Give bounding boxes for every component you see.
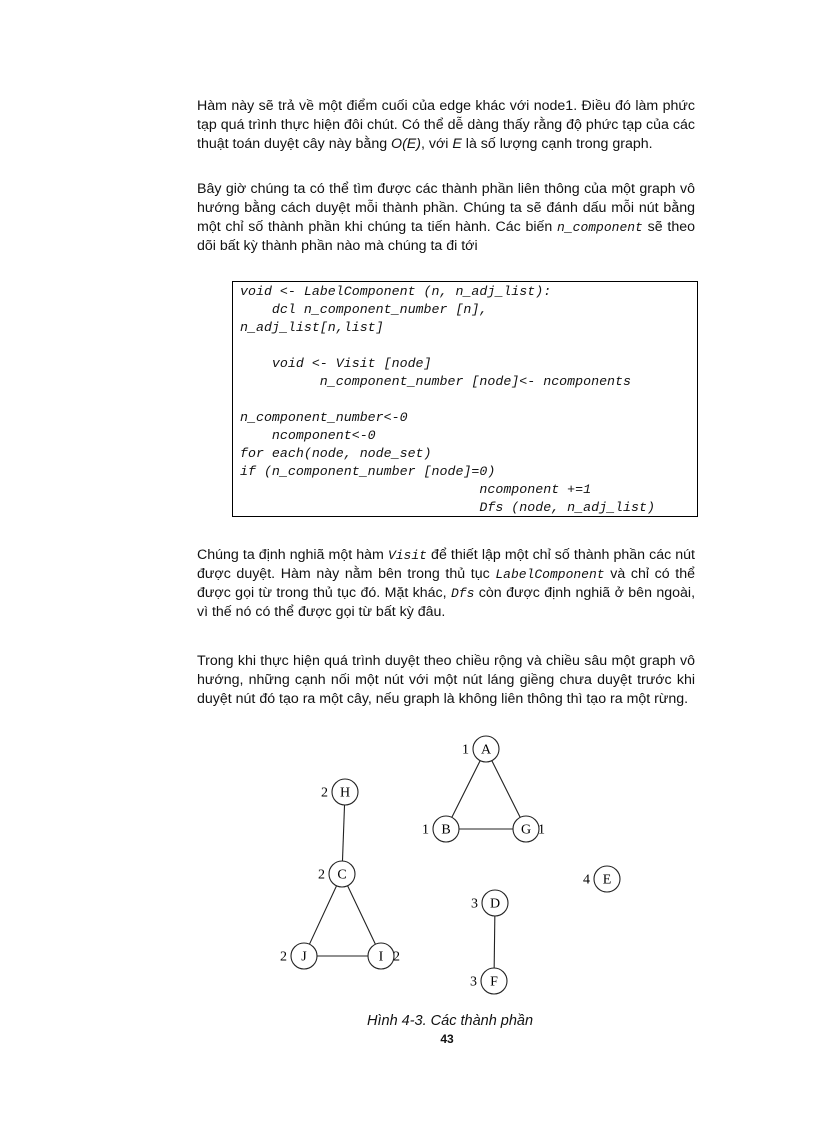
- paragraph-text: Hàm này sẽ trả về một điểm cuối của edge khác với node1. Điều đó làm phức tạp quá trình thực hiện đôi chút. Có thể dễ dàng thấy rằng độ phức tạp của các thuật toán duyệt cây này bằng: [197, 98, 695, 152]
- graph-node-b: [422, 816, 459, 842]
- node-component-number: 2: [318, 867, 325, 883]
- graph-node-h: [321, 779, 358, 805]
- node-component-number: 1: [538, 822, 545, 838]
- figure-caption: Hình 4-3. Các thành phần: [367, 1013, 534, 1029]
- code-line: ncomponent<-0: [240, 428, 376, 443]
- graph-edge-c-j: [309, 886, 336, 944]
- page-number: 43: [440, 1032, 454, 1046]
- code-line: void <- LabelComponent (n, n_adj_list):: [240, 284, 552, 299]
- code-line: if (n_component_number [node]=0): [240, 464, 496, 479]
- node-label: I: [378, 949, 384, 965]
- graph-node-a: [462, 736, 499, 762]
- paragraph-text: , với: [421, 136, 453, 152]
- code-line: for each(node, node_set): [240, 446, 432, 461]
- node-component-number: 2: [280, 949, 287, 965]
- inline-code: Dfs: [451, 586, 475, 601]
- code-line: n_adj_list[n,list]: [240, 320, 384, 335]
- graph-node-f: [470, 968, 507, 994]
- code-line: ncomponent +=1: [240, 482, 592, 497]
- paragraph-text: còn được định nghiã ở bên ngoài, vì thế nó có thể được gọi từ bất kỳ đâu.: [197, 585, 696, 620]
- node-component-number: 2: [393, 949, 400, 965]
- graph-node-g: [513, 816, 545, 842]
- paragraph-text: là số lượng cạnh trong graph.: [461, 136, 653, 152]
- code-line: n_component_number [node]<- ncomponents: [240, 374, 631, 389]
- node-label: F: [490, 974, 498, 990]
- node-component-number: 3: [470, 974, 477, 990]
- code-line: void <- Visit [node]: [240, 356, 432, 371]
- paragraph-text: Bây giờ chúng ta có thể tìm được các thành phần liên thông của một graph vô hướng bằng cách duyệt mỗi thành phần. Chúng ta sẽ đánh dấu mỗi nút bằng một chỉ số thành phần khi chúng ta tiến hành. Các biến: [197, 181, 695, 235]
- inline-code: Visit: [387, 548, 427, 563]
- graph-node-c: [318, 861, 355, 887]
- paragraph-text: Chúng ta định nghiã một hàm: [197, 547, 388, 563]
- node-component-number: 3: [471, 896, 478, 912]
- paragraph-text: và chỉ có thể được gọi từ trong thủ tục đó. Mặt khác,: [197, 566, 695, 601]
- code-line: n_component_number<-0: [240, 410, 408, 425]
- node-label: D: [489, 896, 501, 912]
- graph-node-d: [471, 890, 508, 916]
- big-o-notation: O(E): [391, 136, 421, 152]
- node-component-number: 2: [321, 785, 328, 801]
- graph-edge-h-c: [342, 805, 344, 861]
- node-component-number: 4: [583, 872, 590, 888]
- graph-edge-c-i: [348, 886, 376, 945]
- node-label: A: [480, 742, 492, 758]
- node-label: B: [441, 822, 451, 838]
- paragraph-text: để thiết lập một chỉ số thành phần các nút được duyệt. Hàm này nằm bên trong thủ tục: [197, 547, 695, 582]
- graph-node-i: [368, 943, 400, 969]
- paragraph-text: Trong khi thực hiện quá trình duyệt theo chiều rộng và chiều sâu một graph vô hướng, những cạnh nối một nút với một nút láng giềng chưa duyệt trước khi duyệt nút đó tạo ra một cây, nếu graph là không liên thông thì tạo ra một rừng.: [197, 653, 695, 707]
- graph-edge-a-g: [492, 761, 520, 818]
- node-label: J: [301, 949, 307, 965]
- node-label: H: [339, 785, 351, 801]
- graph-node-e: [583, 866, 620, 892]
- paragraph-text: sẽ theo dõi bất kỳ thành phần nào mà chúng ta đi tới: [197, 219, 695, 254]
- code-line: dcl n_component_number [n],: [240, 302, 488, 317]
- node-label: G: [520, 822, 532, 838]
- graph-node-j: [280, 943, 317, 969]
- node-component-number: 1: [422, 822, 429, 838]
- inline-code: LabelComponent: [495, 567, 605, 582]
- graph-edge-a-b: [452, 761, 480, 818]
- node-component-number: 1: [462, 742, 469, 758]
- inline-code: n_component: [557, 220, 643, 235]
- graph-edge-d-f: [494, 916, 495, 968]
- code-line: Dfs (node, n_adj_list): [240, 500, 655, 515]
- edge-symbol: E: [452, 136, 462, 152]
- node-label: E: [602, 872, 612, 888]
- node-label: C: [337, 867, 347, 883]
